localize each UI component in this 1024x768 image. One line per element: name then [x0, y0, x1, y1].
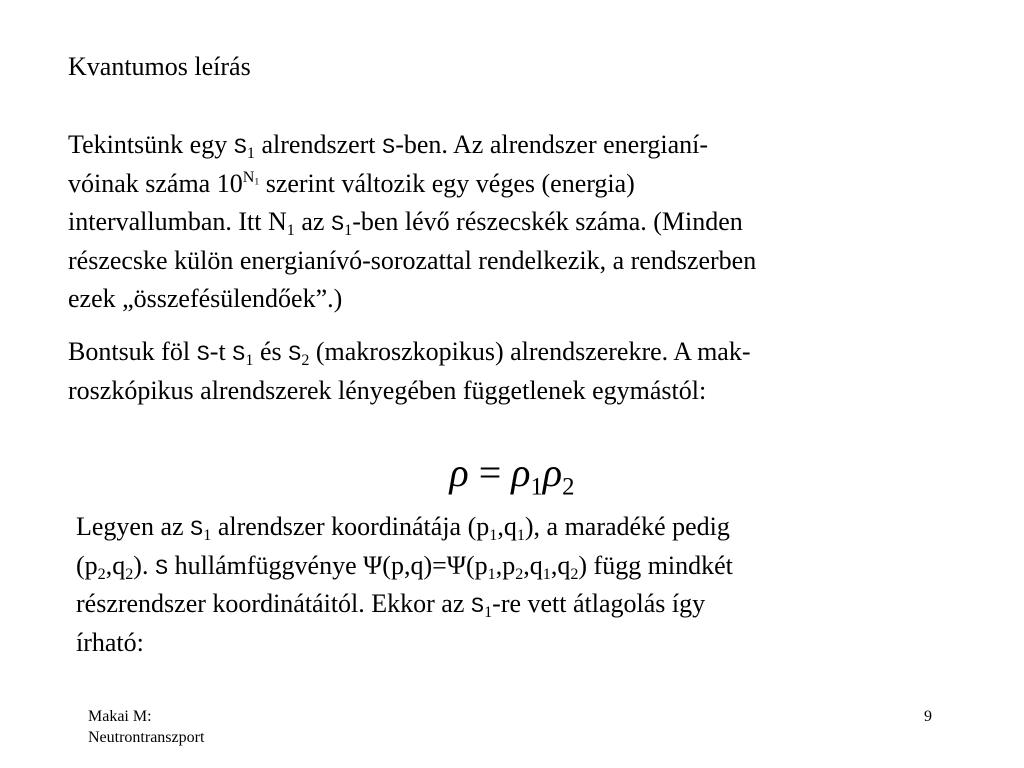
text-line: Legyen az $S_1$ alrendszer koordinátája $(p_1,q_1)$, a maradéké pedig [76, 512, 730, 545]
footer-author-name: Makai M: [88, 708, 152, 725]
symbol-s: S [330, 212, 345, 237]
rho-symbol: ρ [511, 450, 531, 495]
text-line: írható: [76, 627, 144, 657]
text-line: roszkópikus alrendszerek lényegében függetlenek egymástól: [68, 375, 707, 405]
paragraph-wavefunction [76, 508, 996, 662]
footer-author [88, 706, 204, 748]
text-line: részrendszer koordinátáitól. Ekkor az $S_1-re$ vett átlagolás így [76, 589, 706, 622]
text-line: ezek „összefésülendőek”.) [68, 284, 343, 313]
rho-symbol: ρ [449, 450, 469, 495]
symbol-s: S [232, 342, 246, 367]
power-of-ten: 10 [216, 168, 243, 198]
text-line: Tekintsünk egy $S_1$ alrendszert S-ben. Az alrendszer energianí- [68, 130, 709, 163]
symbol-s: S [382, 135, 396, 160]
rho-symbol: ρ [542, 450, 563, 495]
symbol-s: S [288, 342, 302, 367]
symbol-s: S [154, 555, 169, 581]
footer-course-name: Neutrontranszport [88, 729, 205, 746]
symbol-s: S [470, 594, 485, 619]
symbol-s: S [196, 342, 210, 367]
text-line: vóinak száma $10^{N_1}$ szerint változik egy véges (energia) [68, 168, 635, 198]
page-number: 9 [924, 708, 932, 725]
paragraph-subsystem-intro [68, 126, 988, 319]
density-matrix-equation: $\rho = \rho_1\rho_2$ [449, 450, 575, 501]
symbol-s: S [190, 517, 204, 542]
text-line: részecske külön energianívó-sorozattal rendelkezik, a rendszerben [68, 245, 757, 275]
text-line: Bontsuk föl S-t $S_1$ és $S_2$ (makroszkopikus) alrendszerekre. A mak- [68, 337, 751, 370]
symbol-s: S [233, 135, 247, 160]
text-line: intervallumban. Itt $N_1$ az $S_1$-ben lévő részecskék száma. (Minden [68, 207, 743, 240]
slide-title: Kvantumos leírás [68, 52, 251, 81]
paragraph-decomposition [68, 333, 988, 410]
text-line: $(p_2,q_2)$. S hullámfüggvénye $\Psi(p,q)=\Psi(p_1,p_2,q_1,q_2)$ függ mindkét [76, 550, 733, 583]
